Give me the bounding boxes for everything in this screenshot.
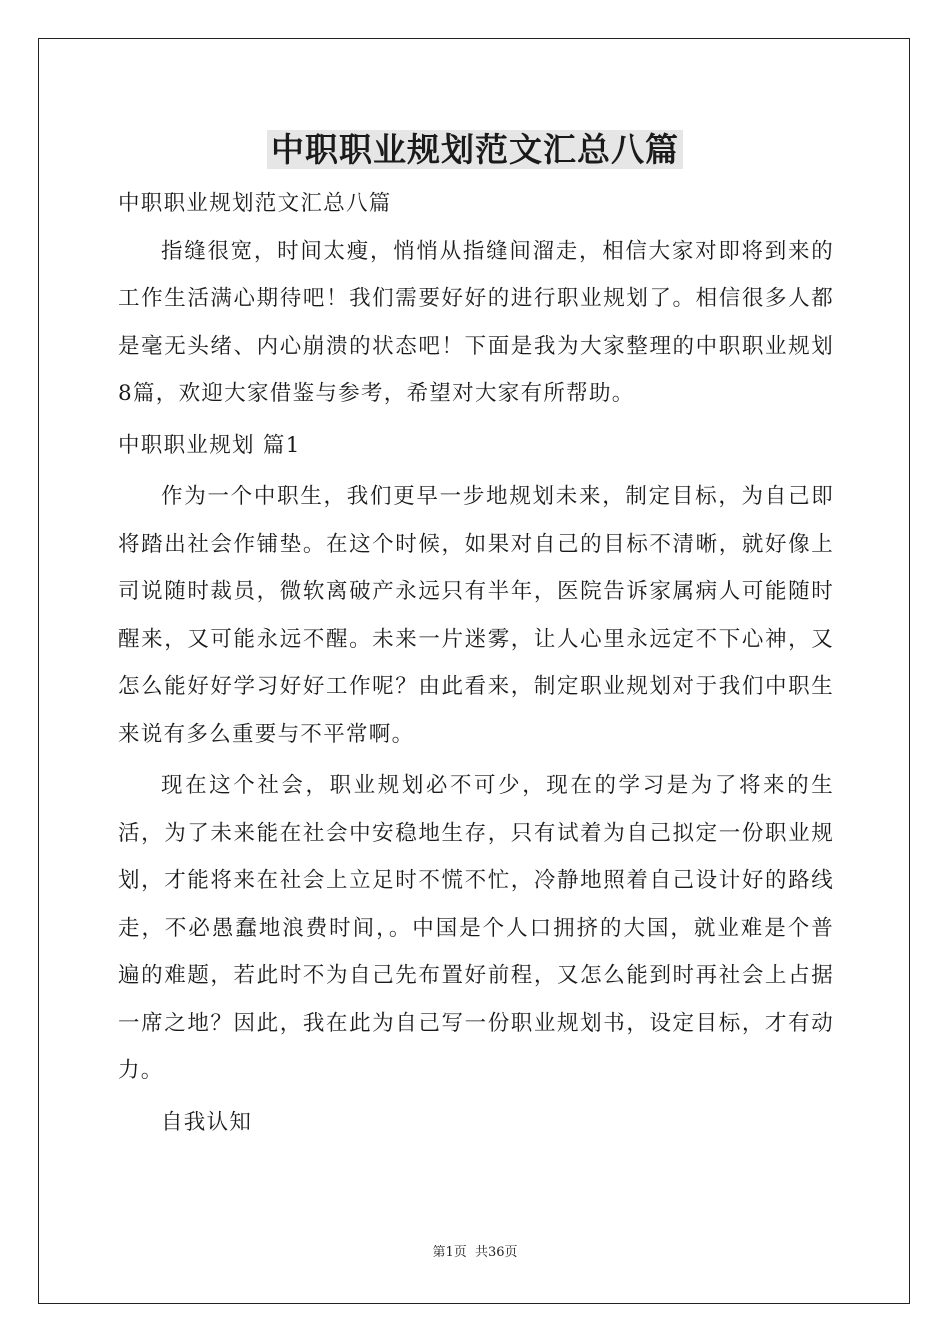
- subsection-heading: 自我认知: [161, 1109, 253, 1135]
- document-title-text: 中职职业规划范文汇总八篇: [267, 130, 683, 169]
- page-number: 第1页: [432, 1245, 467, 1260]
- body-paragraph: 现在这个社会，职业规划必不可少，现在的学习是为了将来的生活，为了未来能在社会中安稳地生存，只有试着为自己拟定一份职业规划，才能将来在社会上立足时不慌不忙，冷静地照着自己设计好的路线走，不必愚蠢地浪费时间，。中国是个人口拥挤的大国，就业难是个普遍的难题，若此时不为自己先布置好前程，又怎么能到时再社会上占据一席之地？因此，我在此为自己写一份职业规划书，设定目标，才有动力。: [118, 773, 834, 1083]
- subtitle-paragraph: 中职职业规划范文汇总八篇: [118, 191, 392, 216]
- page-total: 共36页: [474, 1245, 518, 1260]
- page-footer: [0, 1241, 950, 1260]
- document-body: [118, 180, 834, 1146]
- document-title: [0, 126, 950, 174]
- intro-paragraph: 指缝很宽，时间太瘦，悄悄从指缝间溜走，相信大家对即将到来的工作生活满心期待吧！我们需要好好的进行职业规划了。相信很多人都是毫无头绪、内心崩溃的状态吧！下面是我为大家整理的中职职业规划8篇，欢迎大家借鉴与参考，希望对大家有所帮助。: [118, 238, 834, 406]
- section-heading: 中职职业规划 篇1: [118, 432, 301, 458]
- body-paragraph: 作为一个中职生，我们更早一步地规划未来，制定目标，为自己即将踏出社会作铺垫。在这个时候，如果对自己的目标不清晰，就好像上司说随时裁员，微软离破产永远只有半年，医院告诉家属病人可能随时醒来，又可能永远不醒。未来一片迷雾，让人心里永远定不下心神，又怎么能好好学习好好工作呢？由此看来，制定职业规划对于我们中职生来说有多么重要与不平常啊。: [118, 484, 834, 747]
